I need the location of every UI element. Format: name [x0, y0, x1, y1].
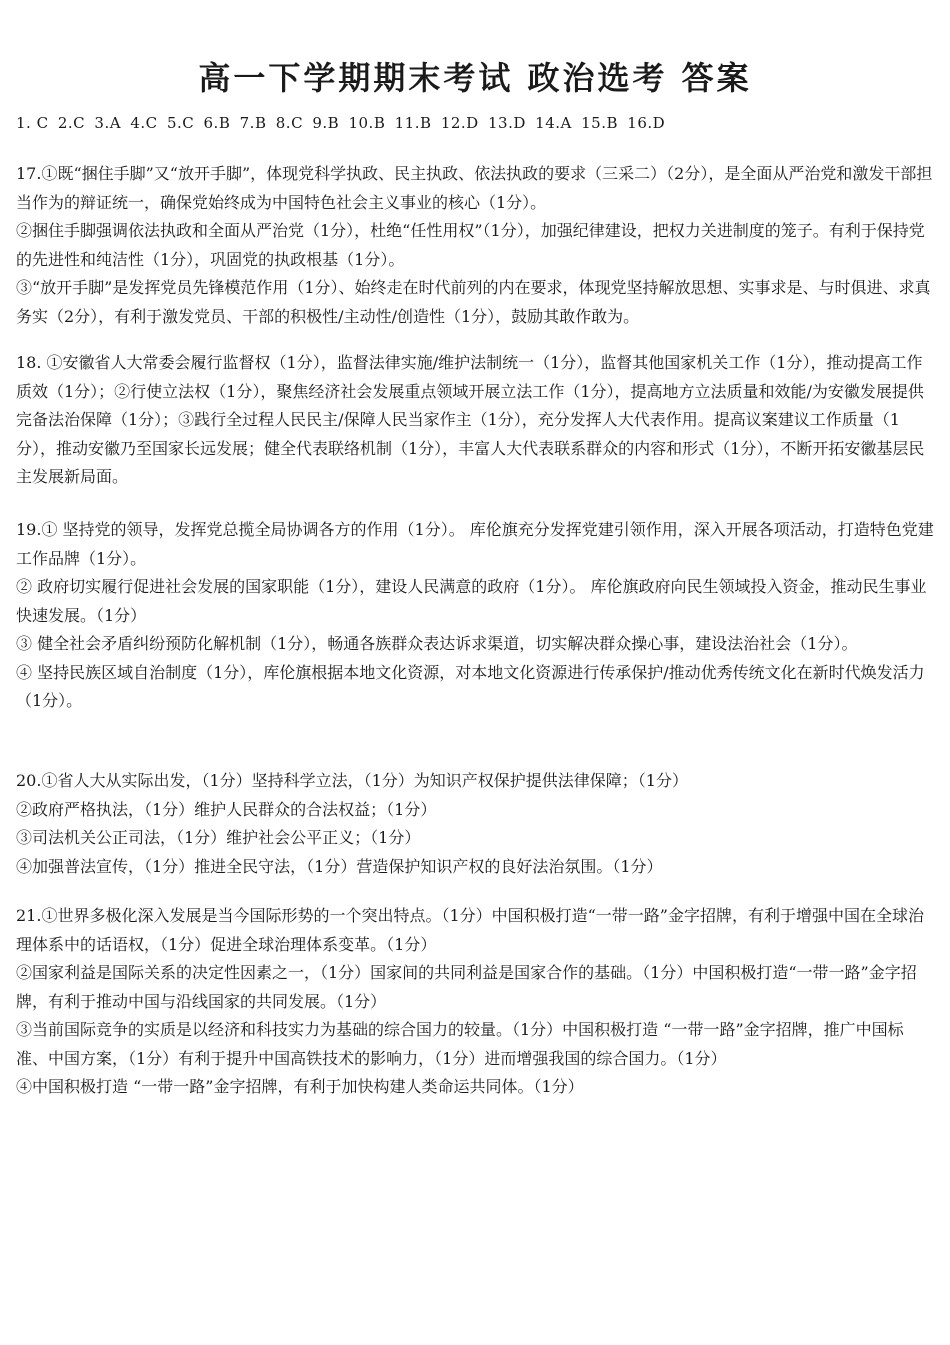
- answer-paragraph: 18. ①安徽省人大常委会履行监督权（1分），监督法律实施/维护法制统一（1分），监督其他国家机关工作（1分），推动提高工作质效（1分）；②行使立法权（1分），聚焦经济社会发展重点领域开展立法工作（1分），提高地方立法质量和效能/为安徽发展提供完备法治保障（1分）；③践行全过程人民民主/保障人民当家作主（1分），充分发挥人大代表作用。提高议案建议工作质量（1分），推动安徽乃至国家长远发展；健全代表联络机制（1分），丰富人大代表联系群众的内容和形式（1分），不断开拓安徽基层民主发展新局面。: [16, 353, 925, 486]
- mc-answer: 10.B: [348, 114, 386, 132]
- mc-answer: 11.B: [394, 114, 432, 132]
- mc-answer: 5.C: [166, 114, 195, 132]
- question-20-answer: [16, 767, 934, 881]
- mc-answer: 1. C: [16, 114, 49, 132]
- mc-answer: 9.B: [312, 114, 340, 132]
- multiple-choice-answers: [16, 110, 669, 136]
- mc-answer: 16.D: [627, 114, 666, 132]
- mc-answer: 6.B: [203, 114, 231, 132]
- answer-paragraph: ④中国积极打造 “一带一路”金字招牌，有利于加快构建人类命运共同体。（1分）: [16, 1077, 584, 1096]
- answer-paragraph: ③当前国际竞争的实质是以经济和科技实力为基础的综合国力的较量。（1分）中国积极打造 “一带一路”金字招牌，推广中国标准、中国方案，（1分）有利于提升中国高铁技术的影响力，（1分）进而增强我国的综合国力。（1分）: [16, 1020, 904, 1068]
- question-17-answer: [16, 160, 934, 331]
- answer-paragraph: 19.① 坚持党的领导，发挥党总揽全局协调各方的作用（1分）。 库伦旗充分发挥党建引领作用，深入开展各项活动，打造特色党建工作品牌（1分）。: [16, 520, 934, 568]
- answer-paragraph: ③ 健全社会矛盾纠纷预防化解机制（1分），畅通各族群众表达诉求渠道，切实解决群众操心事，建设法治社会（1分）。: [16, 634, 858, 653]
- page-title: 高一下学期期末考试 政治选考 答案: [198, 59, 752, 97]
- answer-paragraph: ②政府严格执法，（1分）维护人民群众的合法权益；（1分）: [16, 799, 437, 819]
- answer-paragraph: 20.①省人大从实际出发，（1分）坚持科学立法，（1分）为知识产权保护提供法律保障；（1分）: [16, 771, 688, 790]
- answer-paragraph: ③司法机关公正司法，（1分）维护社会公平正义；（1分）: [16, 828, 421, 847]
- answer-paragraph: ② 政府切实履行促进社会发展的国家职能（1分），建设人民满意的政府（1分）。 库伦旗政府向民生领域投入资金，推动民生事业快速发展。（1分）: [16, 577, 927, 625]
- question-21-answer: [16, 902, 934, 1102]
- mc-answer: 8.C: [275, 114, 304, 132]
- mc-answer: 4.C: [130, 114, 158, 132]
- mc-answer: 15.B: [581, 114, 619, 132]
- answer-paragraph: ③“放开手脚”是发挥党员先锋模范作用（1分）、始终走在时代前列的内在要求，体现党坚持解放思想、实事求是、与时俱进、求真务实（2分），有利于激发党员、干部的积极性/主动性/创造性（1分），鼓励其敢作敢为。: [16, 278, 931, 326]
- answer-paragraph: ④加强普法宣传，（1分）推进全民守法，（1分）营造保护知识产权的良好法治氛围。（1分）: [16, 856, 663, 876]
- answer-paragraph: ②捆住手脚强调依法执政和全面从严治党（1分），杜绝“任性用权”（1分），加强纪律建设，把权力关进制度的笼子。有利于保持党的先进性和纯洁性（1分），巩固党的执政根基（1分）。: [16, 221, 925, 269]
- mc-answer: 13.D: [487, 114, 526, 132]
- mc-answer: 14.A: [535, 114, 572, 132]
- question-18-answer: [16, 349, 934, 492]
- answer-paragraph: ②国家利益是国际关系的决定性因素之一，（1分）国家间的共同利益是国家合作的基础。（1分）中国积极打造“一带一路”金字招牌，有利于推动中国与沿线国家的共同发展。（1分）: [16, 963, 917, 1011]
- mc-answer: 7.B: [239, 114, 267, 132]
- answer-paragraph: ④ 坚持民族区域自治制度（1分），库伦旗根据本地文化资源，对本地文化资源进行传承保护/推动优秀传统文化在新时代焕发活力（1分）。: [16, 662, 925, 710]
- answer-paragraph: 17.①既“捆住手脚”又“放开手脚”，体现党科学执政、民主执政、依法执政的要求（三采二）（2分），是全面从严治党和激发干部担当作为的辩证统一，确保党始终成为中国特色社会主义事业的核心（1分）。: [16, 164, 933, 212]
- mc-answer: 3.A: [94, 114, 122, 132]
- question-19-answer: [16, 516, 934, 716]
- mc-answer: 12.D: [440, 114, 479, 132]
- mc-answer: 2.C: [57, 114, 86, 132]
- answer-paragraph: 21.①世界多极化深入发展是当今国际形势的一个突出特点。（1分）中国积极打造“一带一路”金字招牌，有利于增强中国在全球治理体系中的话语权，（1分）促进全球治理体系变革。（1分）: [16, 906, 924, 954]
